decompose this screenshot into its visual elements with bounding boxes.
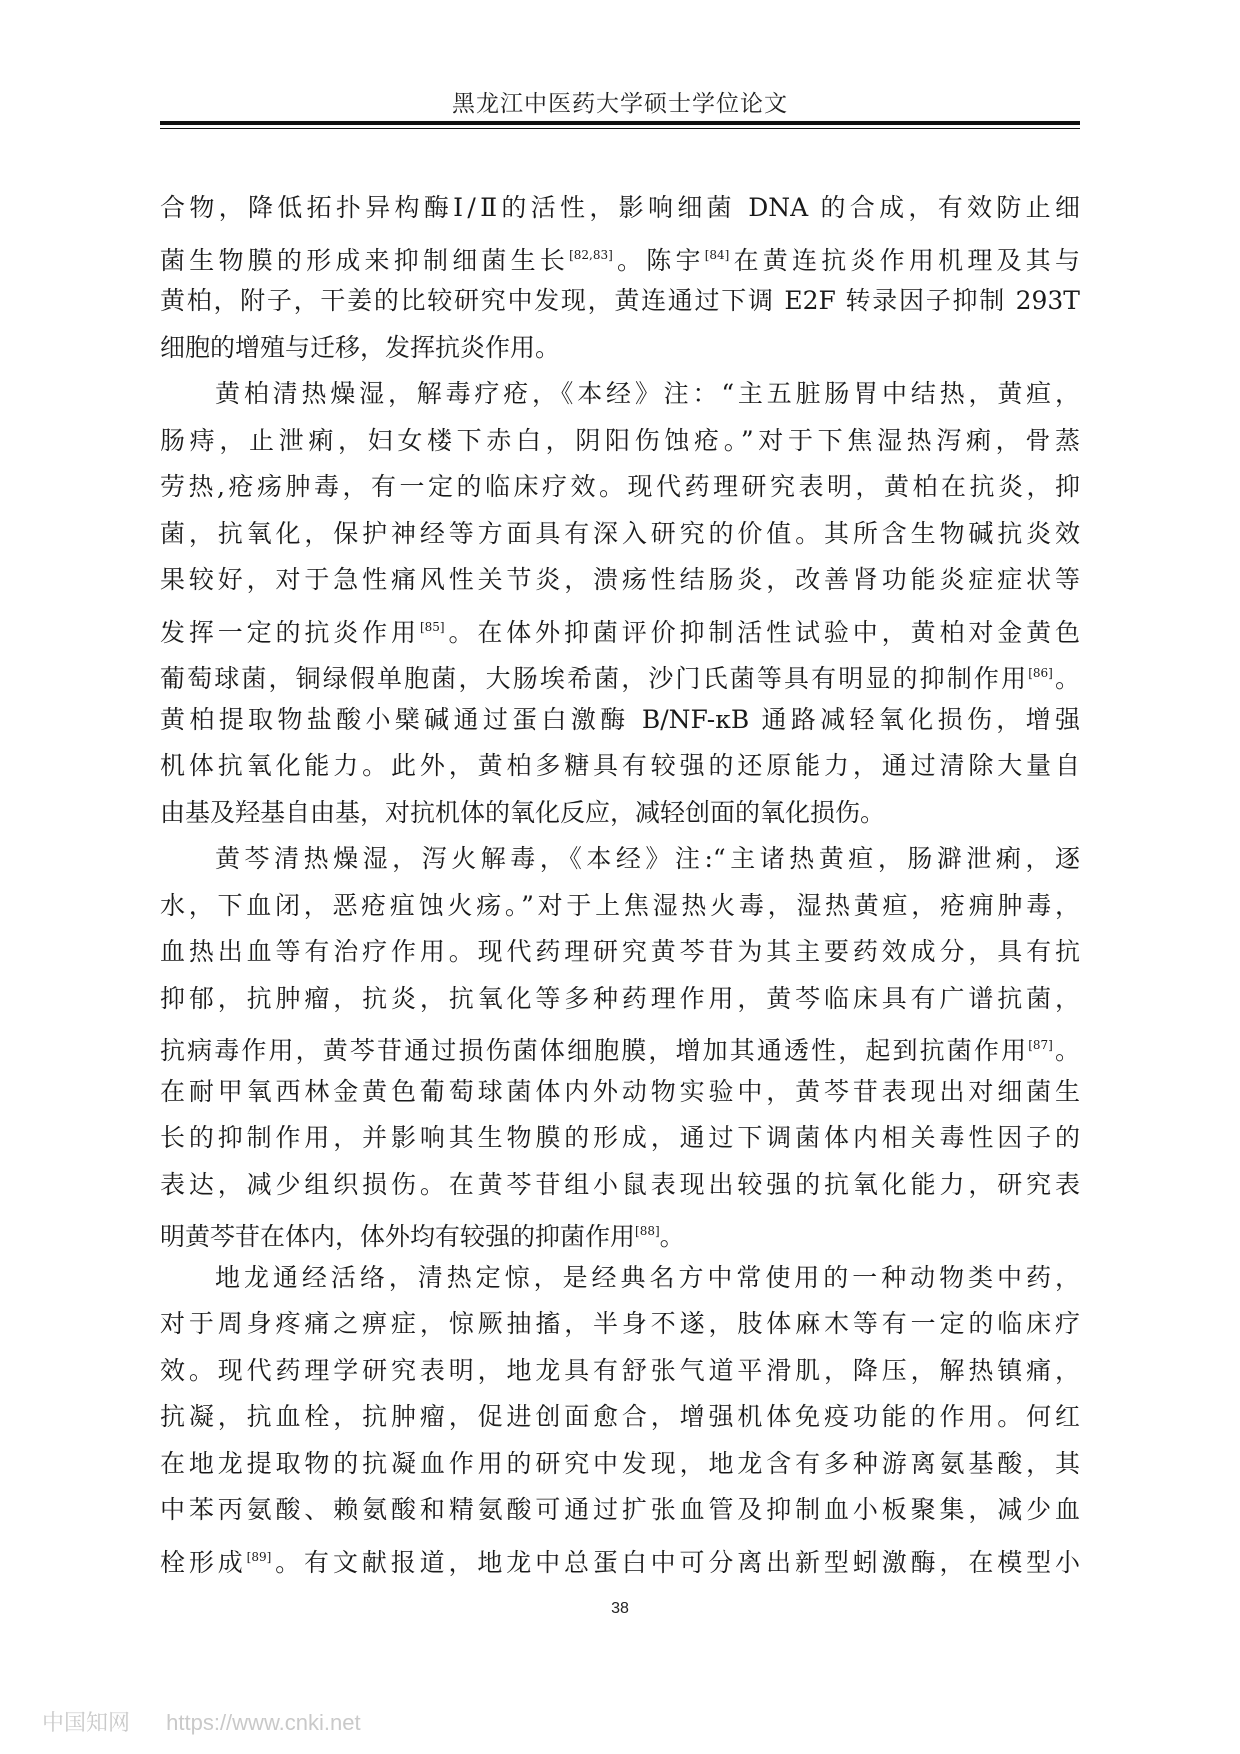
text-line bbox=[160, 1394, 1080, 1441]
text-segment: 黄柏，附子，干姜的比较研究中发现，黄连通过下调 E2F 转录因子抑制 293T bbox=[160, 286, 1080, 315]
text-line bbox=[160, 1022, 1080, 1069]
text-segment: 由基及羟基自由基，对抗机体的氧化反应，减轻创面的氧化损伤。 bbox=[160, 797, 886, 827]
text-line bbox=[160, 1534, 1080, 1581]
citation-ref: [89] bbox=[246, 1549, 272, 1564]
text-segment: 发挥一定的抗炎作用 bbox=[160, 617, 420, 647]
text-segment: 抗病毒作用，黄芩苷通过损伤菌体细胞膜，增加其通透性，起到抗菌作用 bbox=[160, 1036, 1029, 1065]
text-segment: 葡萄球菌，铜绿假单胞菌，大肠埃希菌，沙门氏菌等具有明显的抑制作用 bbox=[160, 664, 1029, 693]
text-line bbox=[160, 278, 1080, 325]
text-line bbox=[160, 371, 1080, 418]
text-line bbox=[160, 418, 1080, 465]
text-line bbox=[160, 1301, 1080, 1348]
citation-ref: [87] bbox=[1028, 1038, 1053, 1052]
text-line bbox=[160, 1255, 1080, 1302]
text-segment: 效。现代药理学研究表明，地龙具有舒张气道平滑肌，降压，解热镇痛， bbox=[160, 1355, 1080, 1385]
text-segment: 在地龙提取物的抗凝血作用的研究中发现，地龙含有多种游离氨基酸，其 bbox=[160, 1448, 1080, 1478]
text-line bbox=[160, 1208, 1080, 1255]
text-segment: 合物，降低拓扑异构酶Ⅰ/Ⅱ的活性，影响细菌 DNA 的合成，有效防止细 bbox=[160, 193, 1080, 222]
text-segment: 。 bbox=[1052, 664, 1080, 693]
text-segment: 。 bbox=[659, 1222, 685, 1251]
text-line bbox=[160, 976, 1080, 1023]
text-segment: 表达，减少组织损伤。在黄芩苷组小鼠表现出较强的抗氧化能力，研究表 bbox=[160, 1169, 1080, 1199]
text-segment: 肠痔，止泄痢，妇女楼下赤白，阴阳伤蚀疮。”对于下焦湿热泻痢，骨蒸 bbox=[160, 425, 1080, 455]
text-segment: 抑郁，抗肿瘤，抗炎，抗氧化等多种药理作用，黄芩临床具有广谱抗菌， bbox=[160, 983, 1080, 1013]
citation-ref: [82,83] bbox=[569, 247, 613, 262]
text-segment: 劳热,疮疡肿毒，有一定的临床疗效。现代药理研究表明，黄柏在抗炎，抑 bbox=[160, 472, 1080, 501]
watermark-brand: 中国知网 bbox=[42, 1710, 131, 1735]
text-segment: 黄柏提取物盐酸小檗碱通过蛋白激酶 B/NF-κB 通路减轻氧化损伤，增强 bbox=[160, 704, 1080, 734]
text-segment: 栓形成 bbox=[160, 1547, 247, 1577]
text-line bbox=[160, 464, 1080, 511]
header-rule-thin bbox=[160, 128, 1080, 129]
text-line bbox=[160, 1069, 1080, 1116]
watermark-url: https://www.cnki.net bbox=[166, 1710, 361, 1735]
text-line bbox=[160, 232, 1080, 279]
text-line bbox=[160, 185, 1080, 232]
running-header: 黑龙江中医药大学硕士学位论文 bbox=[452, 91, 788, 117]
text-segment: 水，下血闭，恶疮疽蚀火疡。”对于上焦湿热火毒，湿热黄疸，疮痈肿毒， bbox=[160, 890, 1080, 920]
text-segment: 明黄芩苷在体内，体外均有较强的抑菌作用 bbox=[160, 1222, 636, 1251]
text-line bbox=[160, 1487, 1080, 1534]
text-segment: 对于周身疼痛之痹症，惊厥抽搐，半身不遂，肢体麻木等有一定的临床疗 bbox=[160, 1309, 1080, 1338]
text-segment: 。在体外抑菌评价抑制活性试验中，黄柏对金黄色 bbox=[444, 617, 1080, 647]
text-segment: 。陈宇 bbox=[612, 245, 705, 275]
text-segment: 在黄连抗炎作用机理及其与 bbox=[729, 245, 1080, 275]
text-segment: 中苯丙氨酸、赖氨酸和精氨酸可通过扩张血管及抑制血小板聚集，减少血 bbox=[160, 1495, 1080, 1524]
text-line bbox=[160, 1162, 1080, 1209]
text-segment: 长的抑制作用，并影响其生物膜的形成，通过下调菌体内相关毒性因子的 bbox=[160, 1123, 1080, 1152]
text-segment: 黄柏清热燥湿，解毒疗疮，《本经》注：“主五脏肠胃中结热，黄疸， bbox=[215, 379, 1080, 408]
text-line bbox=[160, 650, 1080, 697]
text-segment: 在耐甲氧西林金黄色葡萄球菌体内外动物实验中，黄芩苷表现出对细菌生 bbox=[160, 1076, 1080, 1106]
citation-ref: [85] bbox=[419, 619, 445, 634]
text-segment: 细胞的增殖与迁移，发挥抗炎作用。 bbox=[160, 332, 561, 362]
text-line bbox=[160, 743, 1080, 790]
citation-ref: [84] bbox=[704, 247, 730, 262]
text-segment: 。有文献报道，地龙中总蛋白中可分离出新型蚓激酶，在模型小 bbox=[271, 1547, 1080, 1577]
citation-ref: [88] bbox=[635, 1224, 660, 1238]
text-segment: 地龙通经活络，清热定惊，是经典名方中常使用的一种动物类中药， bbox=[215, 1262, 1080, 1292]
text-segment: 。 bbox=[1052, 1036, 1080, 1065]
watermark bbox=[42, 1706, 391, 1737]
text-line bbox=[160, 325, 1080, 372]
text-line bbox=[160, 929, 1080, 976]
text-segment: 抗凝，抗血栓，抗肿瘤，促进创面愈合，增强机体免疫功能的作用。何红 bbox=[160, 1402, 1080, 1431]
text-line bbox=[160, 1115, 1080, 1162]
text-segment: 黄芩清热燥湿，泻火解毒，《本经》注:“主诸热黄疸，肠澼泄痢，逐 bbox=[215, 844, 1080, 873]
text-segment: 菌，抗氧化，保护神经等方面具有深入研究的价值。其所含生物碱抗炎效 bbox=[160, 518, 1080, 548]
citation-ref: [86] bbox=[1028, 666, 1053, 680]
text-line bbox=[160, 697, 1080, 744]
text-line bbox=[160, 790, 1080, 837]
text-segment: 机体抗氧化能力。此外，黄柏多糖具有较强的还原能力，通过清除大量自 bbox=[160, 751, 1080, 780]
text-segment: 菌生物膜的形成来抑制细菌生长 bbox=[160, 245, 570, 275]
page-number: 38 bbox=[611, 1600, 629, 1617]
text-line bbox=[160, 604, 1080, 651]
text-line bbox=[160, 836, 1080, 883]
text-segment: 血热出血等有治疗作用。现代药理研究黄芩苷为其主要药效成分，具有抗 bbox=[160, 937, 1080, 966]
text-line bbox=[160, 557, 1080, 604]
text-line bbox=[160, 883, 1080, 930]
body-text bbox=[160, 185, 1080, 1580]
text-line bbox=[160, 511, 1080, 558]
text-segment: 果较好，对于急性痛风性关节炎，溃疡性结肠炎，改善肾功能炎症症状等 bbox=[160, 565, 1080, 594]
text-line bbox=[160, 1441, 1080, 1488]
header-rule-thick bbox=[160, 121, 1080, 125]
text-line bbox=[160, 1348, 1080, 1395]
